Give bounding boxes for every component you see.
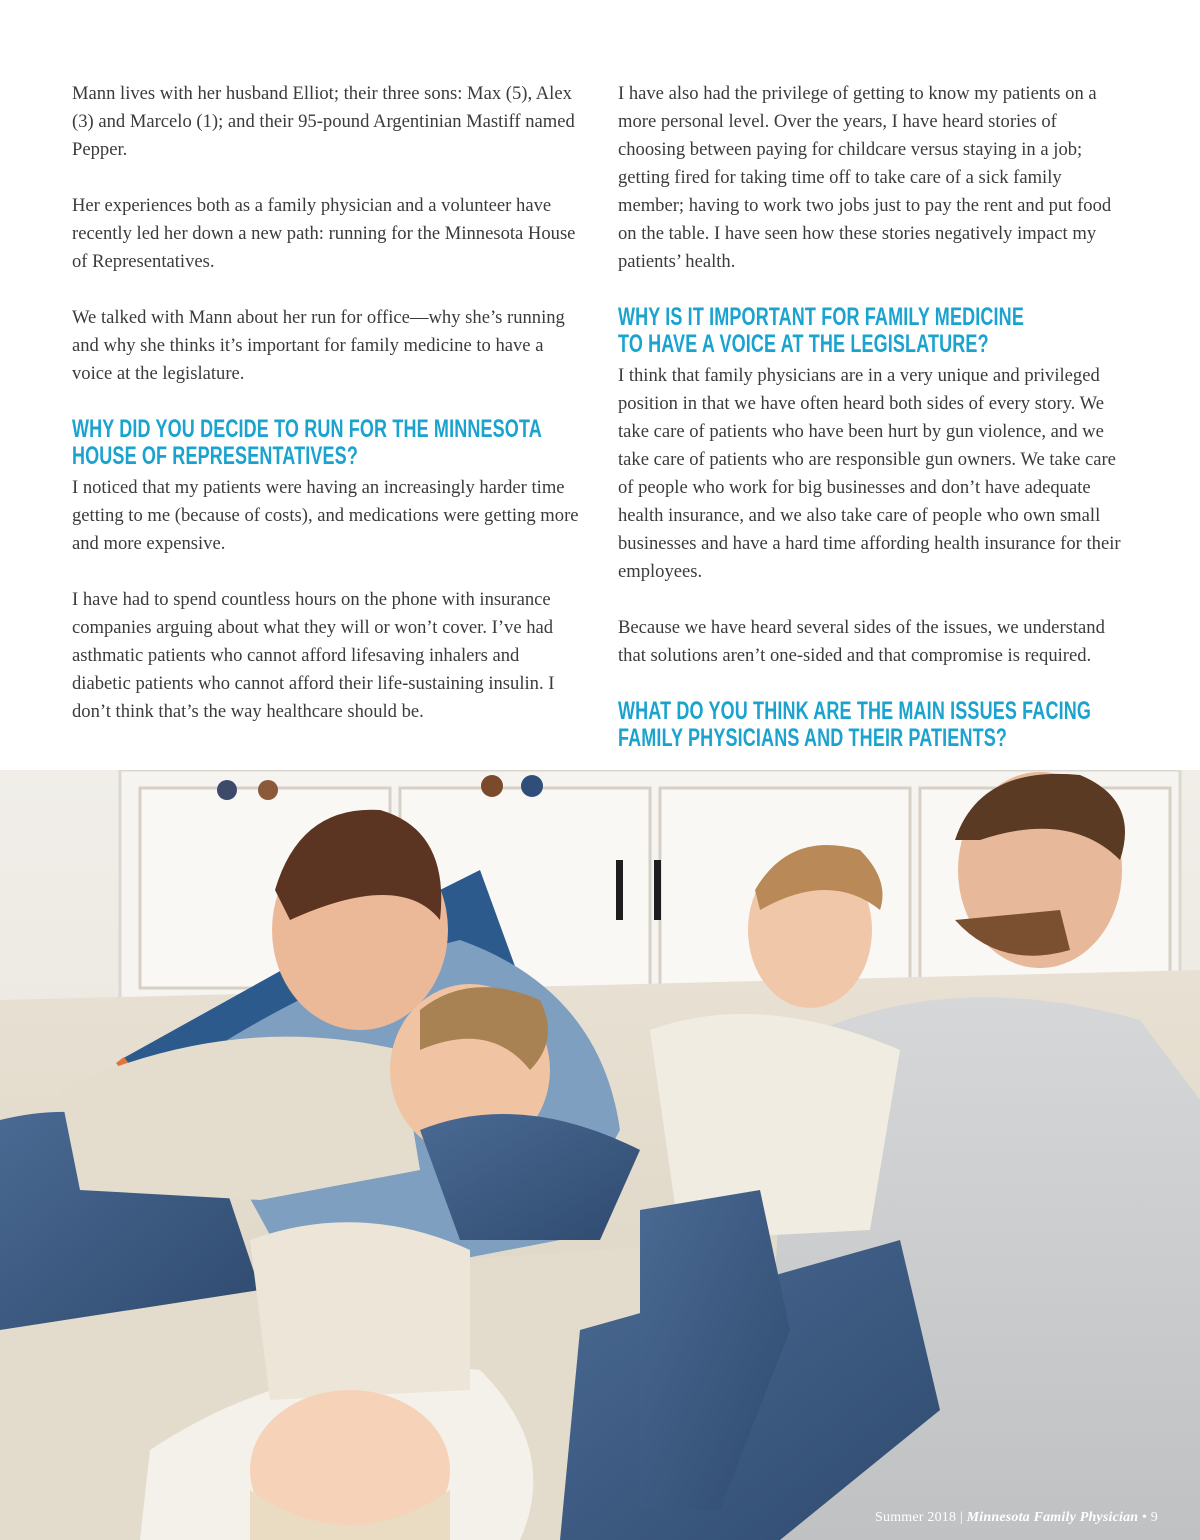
answer-1-paragraph-1: I noticed that my patients were having an increasingly harder time getting to me (because of costs), and medications were getting more and more expensive. bbox=[72, 477, 579, 554]
intro-paragraph: Mann lives with her husband Elliot; their three sons: Max (5), Alex (3) and Marcelo (1); and their 95-pound Argentinian Mastiff named Pepper. bbox=[72, 83, 575, 160]
question-heading-1-line1: WHY DID YOU DECIDE TO RUN FOR THE MINNESOTA bbox=[72, 415, 542, 443]
experience-paragraph: Her experiences both as a family physician and a volunteer have recently led her down a new path: running for the Minnesota House of Representatives. bbox=[72, 195, 576, 272]
question-heading-1 bbox=[72, 416, 582, 470]
footer-magazine-title: Minnesota Family Physician bbox=[966, 1510, 1139, 1525]
question-heading-2-line1: WHY IS IT IMPORTANT FOR FAMILY MEDICINE bbox=[618, 303, 1024, 331]
footer-page-number: 9 bbox=[1150, 1510, 1158, 1525]
question-heading-3 bbox=[618, 698, 1128, 752]
footer-separator: | bbox=[959, 1510, 963, 1525]
question-heading-3-line1: WHAT DO YOU THINK ARE THE MAIN ISSUES FACING bbox=[618, 697, 1092, 725]
answer-1-paragraph-3: I have also had the privilege of getting to know my patients on a more personal level. Over the years, I have heard stories of choosing between paying for childcare versus staying in a job; getting fired for taking time off to take care of a sick family member; having to work two jobs just to pay the rent and put food on the table. I have seen how these stories negatively impact my patients’ health. bbox=[618, 83, 1112, 272]
family-photo-illustration bbox=[0, 770, 1200, 1540]
answer-2-paragraph-2: Because we have heard several sides of the issues, we understand that solutions aren’t one-sided and that compromise is required. bbox=[618, 617, 1105, 666]
question-heading-2 bbox=[618, 304, 1128, 358]
question-heading-3-line2: FAMILY PHYSICIANS AND THEIR PATIENTS? bbox=[618, 724, 1008, 752]
page-footer bbox=[875, 1510, 1158, 1526]
interview-intro-paragraph: We talked with Mann about her run for office—why she’s running and why she thinks it’s important for family medicine to have a voice at the legislature. bbox=[72, 307, 565, 384]
family-photo bbox=[0, 770, 1200, 1540]
footer-bullet: • bbox=[1141, 1510, 1148, 1525]
answer-1-paragraph-2: I have had to spend countless hours on the phone with insurance companies arguing about what they will or won’t cover. I’ve had asthmatic patients who cannot afford lifesaving inhalers and diabetic patients who cannot afford their life-sustaining insulin. I don’t think that’s the way healthcare should be. bbox=[72, 589, 555, 722]
footer-issue: Summer 2018 bbox=[875, 1510, 957, 1525]
question-heading-2-line2: TO HAVE A VOICE AT THE LEGISLATURE? bbox=[618, 330, 989, 358]
left-column bbox=[72, 80, 582, 754]
baby-figure bbox=[250, 1222, 470, 1540]
question-heading-1-line2: HOUSE OF REPRESENTATIVES? bbox=[72, 442, 358, 470]
right-column bbox=[618, 80, 1128, 756]
answer-2-paragraph-1: I think that family physicians are in a very unique and privileged position in that we have often heard both sides of every story. We take care of patients who have been hurt by gun violence, and we take care of patients who are responsible gun owners. We take care of people who work for big businesses and don’t have adequate health insurance, and we also take care of people who own small businesses and have a hard time affording health insurance for their employees. bbox=[618, 365, 1121, 582]
